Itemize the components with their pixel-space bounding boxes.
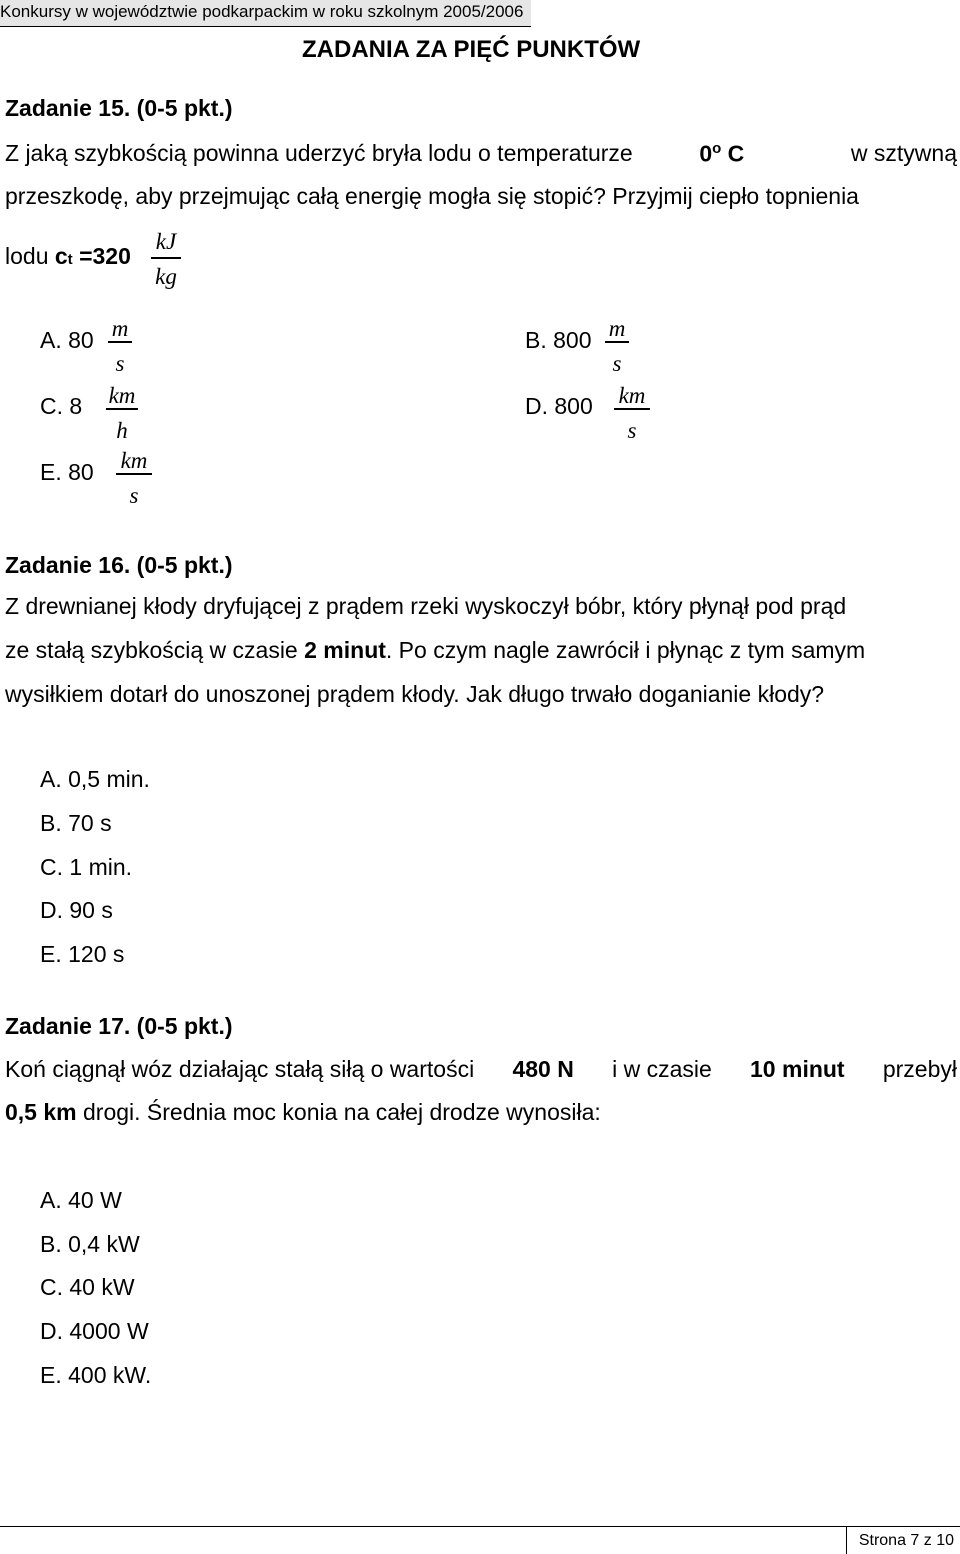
temperature-value: 0 — [699, 140, 713, 167]
task-16-title: Zadanie 16. (0-5 pkt.) — [5, 552, 233, 578]
task-17-line-2 — [5, 1099, 601, 1126]
force-value: 480 N — [512, 1056, 574, 1082]
task-16-line-2-text: ze stałą szybkością w czasie — [5, 637, 298, 663]
task-17-answer-e: E. 400 kW. — [40, 1362, 152, 1388]
temperature-unit: C — [727, 140, 745, 167]
task-15-answer-c: C. 8 — [40, 393, 83, 419]
task-16-answer-c: C. 1 min. — [40, 854, 133, 880]
task-15-line-1 — [5, 140, 957, 168]
answer-b-den: s — [612, 351, 622, 376]
unit-numerator: kJ — [155, 229, 177, 254]
answer-b-unit — [605, 317, 629, 375]
task-16-line-2 — [5, 637, 865, 664]
task-16-line-1: Z drewnianej kłody dryfującej z prądem rzeki wyskoczył bóbr, który płynął pod prąd — [5, 593, 847, 619]
task-17-answer-c: C. 40 kW — [40, 1274, 135, 1300]
specific-heat-symbol: c — [54, 243, 68, 269]
unit-fraction — [151, 230, 181, 288]
answer-b-num: m — [608, 316, 626, 341]
unit-denominator: kg — [155, 264, 177, 289]
task-17-line-1 — [5, 1056, 957, 1083]
running-header — [0, 0, 531, 27]
specific-heat-subscript: t — [67, 251, 73, 268]
task-15-line-1-end: w sztywną — [850, 140, 957, 166]
task-16-line-2-end: . Po czym nagle zawrócił i płynąc z tym samym — [385, 637, 866, 663]
duration-value: 10 minut — [750, 1056, 845, 1082]
task-17-answer-b: B. 0,4 kW — [40, 1231, 140, 1257]
task-17-line-1-text: Koń ciągnął wóz działając stałą siłą o wartości — [5, 1056, 475, 1082]
task-15-answer-b: B. 800 — [525, 327, 592, 353]
task-15-title: Zadanie 15. (0-5 pkt.) — [5, 95, 233, 121]
answer-d-unit — [614, 384, 650, 442]
task-17-line-1-mid: i w czasie — [612, 1056, 712, 1082]
answer-c-den: h — [116, 418, 128, 443]
task-16-answer-d: D. 90 s — [40, 897, 113, 923]
task-15-answer-e: E. 80 — [40, 459, 94, 485]
task-15-line-1-text: Z jaką szybkością powinna uderzyć bryła lodu o temperaturze — [5, 140, 633, 166]
task-17-answer-a: A. 40 W — [40, 1187, 122, 1213]
task-15-line-2: przeszkodę, aby przejmując całą energię mogła się stopić? Przyjmij ciepło topnienia — [5, 183, 859, 209]
task-17-line-2-text: drogi. Średnia moc konia na całej drodze wynosiła: — [83, 1099, 601, 1125]
footer-rule — [0, 1526, 960, 1527]
answer-d-num: km — [618, 383, 646, 408]
answer-e-unit — [116, 449, 152, 507]
task-17-line-1-end: przebył — [882, 1056, 957, 1082]
task-16-answer-e: E. 120 s — [40, 941, 125, 967]
distance-value: 0,5 km — [5, 1099, 77, 1125]
answer-a-num: m — [111, 316, 129, 341]
section-title: ZADANIA ZA PIĘĆ PUNKTÓW — [302, 36, 641, 63]
task-15-line-3-text: lodu — [5, 243, 49, 269]
answer-c-unit — [106, 384, 138, 442]
page-number: Strona 7 z 10 — [846, 1526, 960, 1554]
answer-a-den: s — [115, 351, 125, 376]
answer-c-num: km — [108, 383, 136, 408]
task-15-temperature — [699, 140, 744, 168]
task-15-answer-a: A. 80 — [40, 327, 94, 353]
specific-heat-value: =320 — [79, 243, 131, 269]
task-16-answer-a: A. 0,5 min. — [40, 766, 150, 792]
task-16-line-3: wysiłkiem dotarł do unoszonej prądem kłody. Jak długo trwało doganianie kłody? — [5, 681, 825, 707]
degree-mark: o — [712, 140, 722, 157]
running-header-text: Konkursy w województwie podkarpackim w roku szkolnym 2005/2006 — [0, 2, 524, 21]
task-16-answer-b: B. 70 s — [40, 810, 112, 836]
task-15-line-3 — [5, 243, 131, 270]
answer-d-den: s — [627, 418, 637, 443]
answer-e-num: km — [120, 448, 148, 473]
answer-e-den: s — [129, 483, 139, 508]
answer-a-unit — [108, 317, 132, 375]
task-17-answer-d: D. 4000 W — [40, 1318, 149, 1344]
time-value: 2 minut — [304, 637, 386, 663]
task-17-title: Zadanie 17. (0-5 pkt.) — [5, 1013, 233, 1039]
task-15-answer-d: D. 800 — [525, 393, 593, 419]
